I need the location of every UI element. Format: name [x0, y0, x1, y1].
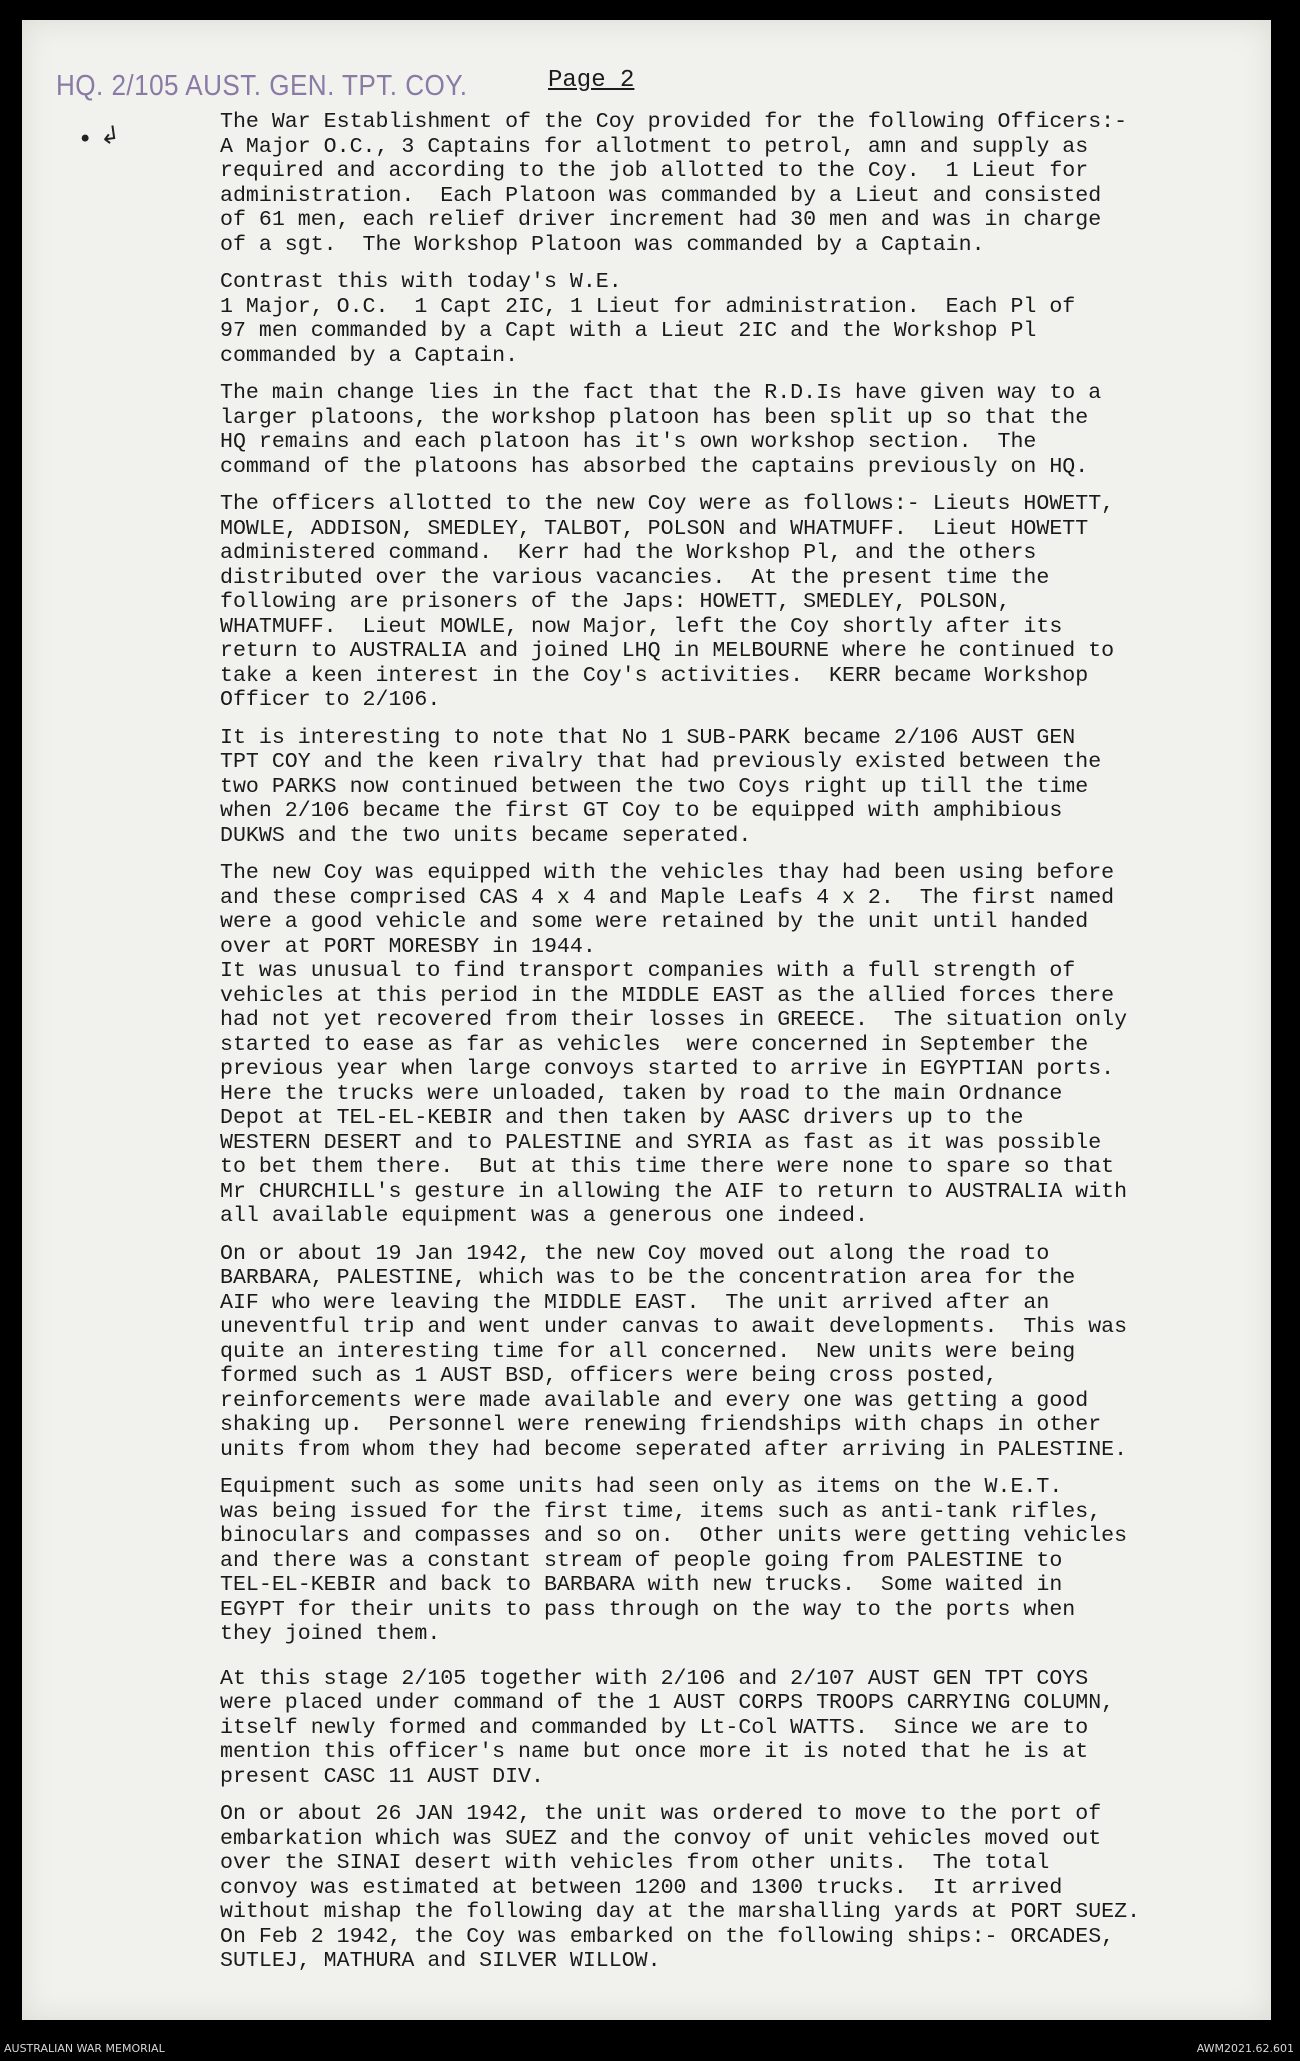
footer-reference-number: AWM2021.62.601 — [1196, 2042, 1294, 2055]
paragraph — [220, 861, 1270, 1229]
paragraph — [220, 1667, 1270, 1790]
text-line: The new Coy was equipped with the vehicles thay had been using before — [220, 861, 1115, 885]
text-line: when 2/106 became the first GT Coy to be equipped with amphibious — [220, 799, 1063, 823]
text-line: binoculars and compasses and so on. Other units were getting vehicles — [220, 1524, 1128, 1548]
text-line: 1 Major, O.C. 1 Capt 2IC, 1 Lieut for administration. Each Pl of — [220, 294, 1076, 319]
text-line: they joined them. — [220, 1622, 441, 1646]
paragraph — [220, 381, 1270, 479]
text-line: previous year when large convoys started to arrive in EGYPTIAN ports. — [220, 1057, 1115, 1081]
footer-archive-name: AUSTRALIAN WAR MEMORIAL — [4, 2042, 165, 2055]
text-line: It was unusual to find transport companies with a full strength of — [220, 959, 1076, 983]
paragraph — [220, 1802, 1270, 1974]
text-line: take a keen interest in the Coy's activities. KERR became Workshop — [220, 663, 1089, 688]
text-line: uneventful trip and went under canvas to await developments. This was — [220, 1315, 1128, 1339]
text-line: two PARKS now continued between the two Coys right up till the time — [220, 774, 1089, 799]
text-line: over the SINAI desert with vehicles from other units. The total — [220, 1851, 1050, 1875]
paragraph — [220, 110, 1270, 257]
text-line: On or about 26 JAN 1942, the unit was ordered to move to the port of — [220, 1802, 1102, 1826]
text-line: convoy was estimated at between 1200 and 1300 trucks. It arrived — [220, 1875, 1063, 1900]
text-line: TEL-EL-KEBIR and back to BARBARA with new trucks. Some waited in — [220, 1573, 1063, 1597]
text-line: Equipment such as some units had seen only as items on the W.E.T. — [220, 1475, 1063, 1499]
text-line: On Feb 2 1942, the Coy was embarked on the following ships:- ORCADES, — [220, 1924, 1115, 1949]
text-line: DUKWS and the two units became seperated. — [220, 823, 752, 848]
text-line: had not yet recovered from their losses in GREECE. The situation only — [220, 1008, 1128, 1032]
text-line: WESTERN DESERT and to PALESTINE and SYRIA as fast as it was possible — [220, 1130, 1102, 1155]
text-line: WHATMUFF. Lieut MOWLE, now Major, left the Coy shortly after its — [220, 614, 1063, 639]
text-line: Mr CHURCHILL's gesture in allowing the AIF to return to AUSTRALIA with — [220, 1179, 1128, 1204]
text-line: AIF who were leaving the MIDDLE EAST. The unit arrived after an — [220, 1290, 1050, 1315]
text-line: MOWLE, ADDISON, SMEDLEY, TALBOT, POLSON and WHATMUFF. Lieut HOWETT — [220, 516, 1089, 541]
typed-text-body — [220, 110, 1270, 1987]
text-line: were placed under command of the 1 AUST CORPS TROOPS CARRYING COLUMN, — [220, 1691, 1115, 1715]
text-line: and these comprised CAS 4 x 4 and Maple Leafs 4 x 2. The first named — [220, 885, 1115, 910]
text-line: 97 men commanded by a Capt with a Lieut 2IC and the Workshop Pl — [220, 319, 1037, 343]
text-line: return to AUSTRALIA and joined LHQ in MELBOURNE where he continued to — [220, 639, 1115, 663]
text-line: TPT COY and the keen rivalry that had previously existed between the — [220, 750, 1102, 774]
text-line: EGYPT for their units to pass through on the way to the ports when — [220, 1597, 1076, 1622]
text-line: required and according to the job allotted to the Coy. 1 Lieut for — [220, 159, 1089, 183]
text-line: On or about 19 Jan 1942, the new Coy moved out along the road to — [220, 1241, 1050, 1266]
text-line: administered command. Kerr had the Workshop Pl, and the others — [220, 541, 1037, 565]
text-line: embarkation which was SUEZ and the convoy of unit vehicles moved out — [220, 1826, 1102, 1851]
text-line: administration. Each Platoon was commanded by a Lieut and consisted — [220, 183, 1102, 208]
text-line: was being issued for the first time, items such as anti-tank rifles, — [220, 1499, 1102, 1524]
paragraph — [220, 270, 1270, 368]
text-line: A Major O.C., 3 Captains for allotment to petrol, amn and supply as — [220, 134, 1089, 159]
text-line: larger platoons, the workshop platoon has been split up so that the — [220, 405, 1089, 430]
document-page — [22, 20, 1271, 2020]
text-line: command of the platoons has absorbed the captains previously on HQ. — [220, 454, 1089, 479]
text-line: following are prisoners of the Japs: HOWETT, SMEDLEY, POLSON, — [220, 590, 1011, 614]
text-line: over at PORT MORESBY in 1944. — [220, 934, 596, 959]
text-line: were a good vehicle and some were retained by the unit until handed — [220, 910, 1089, 934]
text-line: itself newly formed and commanded by Lt-Col WATTS. Since we are to — [220, 1715, 1089, 1740]
text-line: of a sgt. The Workshop Platoon was commanded by a Captain. — [220, 232, 985, 257]
margin-mark: • ↲ — [76, 120, 122, 154]
text-line: It is interesting to note that No 1 SUB-PARK became 2/106 AUST GEN — [220, 725, 1076, 750]
text-line: commanded by a Captain. — [220, 343, 519, 368]
paragraph — [220, 1475, 1270, 1647]
text-line: present CASC 11 AUST DIV. — [220, 1764, 544, 1789]
text-line: of 61 men, each relief driver increment had 30 men and was in charge — [220, 208, 1102, 232]
text-line: formed such as 1 AUST BSD, officers were being cross posted, — [220, 1364, 998, 1388]
text-line: BARBARA, PALESTINE, which was to be the concentration area for the — [220, 1266, 1076, 1290]
text-line: At this stage 2/105 together with 2/106 and 2/107 AUST GEN TPT COYS — [220, 1666, 1089, 1691]
text-line: SUTLEJ, MATHURA and SILVER WILLOW. — [220, 1949, 661, 1973]
text-line: Officer to 2/106. — [220, 688, 441, 712]
text-line: and there was a constant stream of people going from PALESTINE to — [220, 1548, 1063, 1573]
text-line: vehicles at this period in the MIDDLE EAST as the allied forces there — [220, 983, 1115, 1008]
text-line: The officers allotted to the new Coy were as follows:- Lieuts HOWETT, — [220, 492, 1115, 516]
text-line: reinforcements were made available and every one was getting a good — [220, 1388, 1089, 1413]
text-line: Depot at TEL-EL-KEBIR and then taken by AASC drivers up to the — [220, 1106, 1024, 1130]
text-line: The War Establishment of the Coy provided for the following Officers:- — [220, 110, 1128, 134]
text-line: quite an interesting time for all concerned. New units were being — [220, 1339, 1076, 1364]
text-line: mention this officer's name but once more it is noted that he is at — [220, 1740, 1089, 1764]
text-line: started to ease as far as vehicles were concerned in September the — [220, 1032, 1089, 1057]
text-line: to bet them there. But at this time there were none to spare so that — [220, 1155, 1115, 1179]
text-line: distributed over the various vacancies. At the present time the — [220, 565, 1050, 590]
paragraph — [220, 726, 1270, 849]
text-line: units from whom they had become seperated after arriving in PALESTINE. — [220, 1437, 1128, 1462]
text-line: Contrast this with today's W.E. — [220, 270, 622, 294]
text-line: shaking up. Personnel were renewing friendships with chaps in other — [220, 1413, 1102, 1437]
text-line: without mishap the following day at the marshalling yards at PORT SUEZ. — [220, 1900, 1141, 1924]
text-line: all available equipment was a generous one indeed. — [220, 1204, 868, 1228]
text-line: HQ remains and each platoon has it's own workshop section. The — [220, 430, 1037, 454]
text-line: Here the trucks were unloaded, taken by road to the main Ordnance — [220, 1081, 1063, 1106]
paragraph — [220, 1242, 1270, 1463]
text-line: The main change lies in the fact that the R.D.Is have given way to a — [220, 381, 1102, 405]
paragraph — [220, 492, 1270, 713]
page-label: Page 2 — [548, 67, 635, 94]
unit-stamp: HQ. 2/105 AUST. GEN. TPT. COY. — [56, 70, 468, 102]
